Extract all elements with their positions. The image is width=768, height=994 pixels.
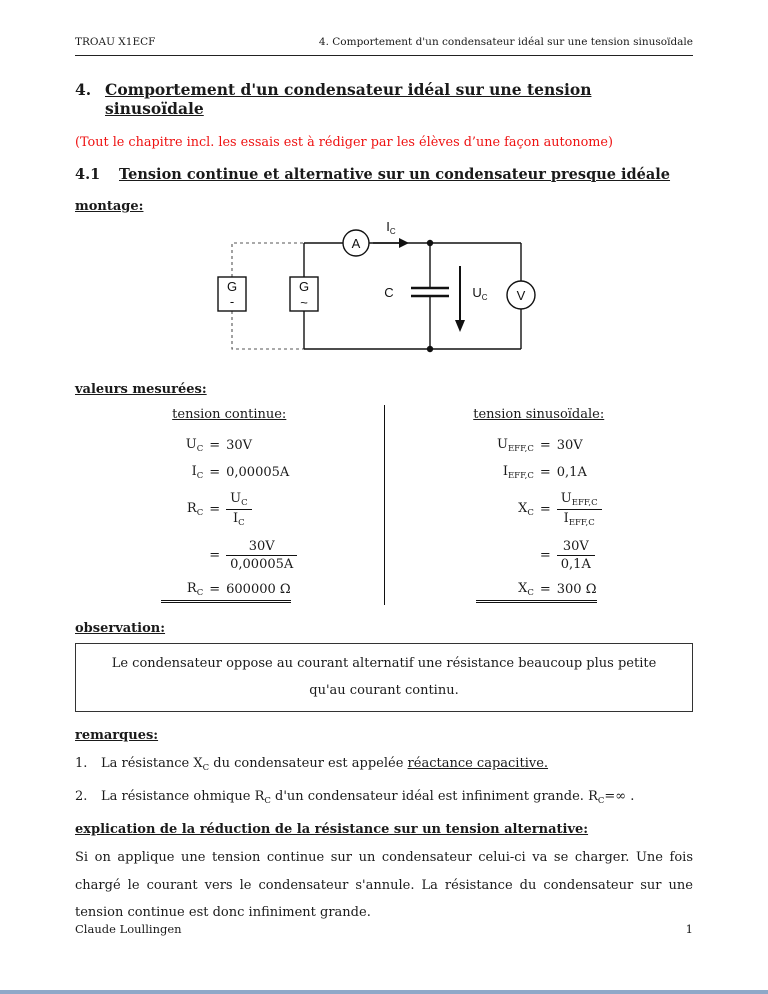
fraction-symbolic: $\frac{U_{EFF,C}}{I_{EFF,C}}$ bbox=[557, 491, 602, 528]
explication-paragraph: Si on applique une tension continue sur un condensateur celui-ci va se charger. Une fois chargé le courant vers le condensateur s'annule. La résistance du condensateur sur une tension continue est donc infiniment grande. bbox=[75, 850, 693, 920]
ac-voltage-row: $U_{EFF,C}$ = 30V bbox=[476, 432, 602, 459]
fraction-numeric: $\frac{30V}{0,1A}$ bbox=[557, 539, 595, 572]
footer-page-number: 1 bbox=[685, 922, 693, 936]
section-text: Tension continue et alternative sur un condensateur presque idéale bbox=[119, 166, 671, 183]
ac-current-row: $I_{EFF,C}$ = 0,1A bbox=[476, 459, 602, 486]
dc-current-row: $I_C$ = 0,00005A bbox=[161, 459, 297, 486]
remark-text: La résistance $X_C$ du condensateur est appelée réactance capacitive. bbox=[101, 756, 549, 774]
ac-result-underlined: $X_C$ = 300 Ω bbox=[476, 581, 597, 603]
ac-numeric-row: = $\frac{30V}{0,1A}$ bbox=[476, 532, 602, 578]
quantity-ic: $I_C$ bbox=[191, 464, 204, 481]
running-header bbox=[75, 36, 693, 56]
dc-voltage-row: $U_C$ = 30V bbox=[161, 432, 297, 459]
ac-column-title: tension sinusoïdale: bbox=[473, 407, 605, 422]
header-left-text: TROAU X1ECF bbox=[75, 36, 156, 48]
voltage-arrow-head bbox=[455, 320, 465, 332]
voltage-label: $U_C$ bbox=[472, 285, 488, 302]
page-title bbox=[75, 80, 693, 118]
dc-result-underlined: $R_C$ = 600000 Ω bbox=[161, 581, 290, 603]
section-heading bbox=[75, 166, 693, 183]
ac-result-row bbox=[476, 578, 602, 605]
explication-heading: explication de la réduction de la résistance sur un tension alternative: bbox=[75, 822, 589, 838]
header-right-text: 4. Comportement d'un condensateur idéal sur une tension sinusoïdale bbox=[318, 36, 693, 48]
ac-column bbox=[385, 405, 694, 605]
ac-formula-row: $X_C$ = $\frac{U_{EFF,C}}{I_{EFF,C}}$ bbox=[476, 486, 602, 532]
ac-source-sign: ~ bbox=[300, 295, 308, 310]
observation-box bbox=[75, 643, 693, 712]
remark-item-2 bbox=[75, 787, 693, 809]
quantity-ieffc: $I_{EFF,C}$ bbox=[502, 464, 534, 481]
current-label: $I_C$ bbox=[386, 220, 396, 236]
remarques-label: remarques: bbox=[75, 728, 159, 744]
title-number: 4. bbox=[75, 80, 92, 99]
measured-values bbox=[75, 405, 693, 605]
page-footer bbox=[75, 922, 693, 936]
section-number: 4.1 bbox=[75, 166, 101, 183]
quantity-ueffc: $U_{EFF,C}$ bbox=[497, 437, 534, 454]
voltmeter-label: V bbox=[516, 288, 526, 303]
red-note: (Tout le chapitre incl. les essais est à rédiger par les élèves d’une façon autonome) bbox=[75, 135, 613, 150]
dc-result-row bbox=[161, 578, 297, 605]
fraction-symbolic: $\frac{U_C}{I_C}$ bbox=[226, 491, 251, 528]
ac-source-label: G bbox=[298, 279, 310, 294]
quantity-rc: $R_C$ bbox=[186, 500, 204, 518]
observation-label: observation: bbox=[75, 621, 166, 636]
dc-source-label: G bbox=[226, 279, 238, 294]
footer-author: Claude Loullingen bbox=[75, 922, 182, 936]
circuit-diagram bbox=[213, 220, 561, 362]
bottom-edge-strip bbox=[0, 990, 768, 994]
fraction-numeric: $\frac{30V}{0,00005A}$ bbox=[226, 539, 297, 572]
quantity-uc: $U_C$ bbox=[185, 437, 204, 454]
dc-column bbox=[75, 405, 384, 605]
capacitor-label: C bbox=[384, 285, 394, 300]
remark-number: 2. bbox=[75, 788, 88, 804]
dc-column-title: tension continue: bbox=[172, 407, 287, 422]
current-arrow-head bbox=[399, 238, 409, 248]
circuit-figure bbox=[213, 220, 693, 366]
remark-number: 1. bbox=[75, 756, 88, 772]
remark-item-1 bbox=[75, 754, 693, 776]
title-text: Comportement d'un condensateur idéal sur une tension sinusoïdale bbox=[105, 80, 592, 118]
quantity-xc: $X_C$ bbox=[518, 500, 534, 518]
observation-text: Le condensateur oppose au courant alternatif une résistance beaucoup plus petite qu'au courant continu. bbox=[111, 656, 657, 698]
dc-dashed-wire-top bbox=[232, 243, 304, 277]
montage-label: montage: bbox=[75, 199, 144, 214]
dc-formula-row: $R_C$ = $\frac{U_C}{I_C}$ bbox=[161, 486, 297, 532]
valeurs-label: valeurs mesurées: bbox=[75, 382, 207, 397]
dc-source-sign: - bbox=[229, 294, 235, 309]
ammeter-label: A bbox=[351, 236, 361, 251]
dc-numeric-row: = $\frac{30V}{0,00005A}$ bbox=[161, 532, 297, 578]
remark-text: La résistance ohmique $R_C$ d'un condensateur idéal est infiniment grande. $R_C=\infty$ . bbox=[101, 788, 635, 806]
dc-dashed-wire-bottom bbox=[232, 311, 304, 349]
